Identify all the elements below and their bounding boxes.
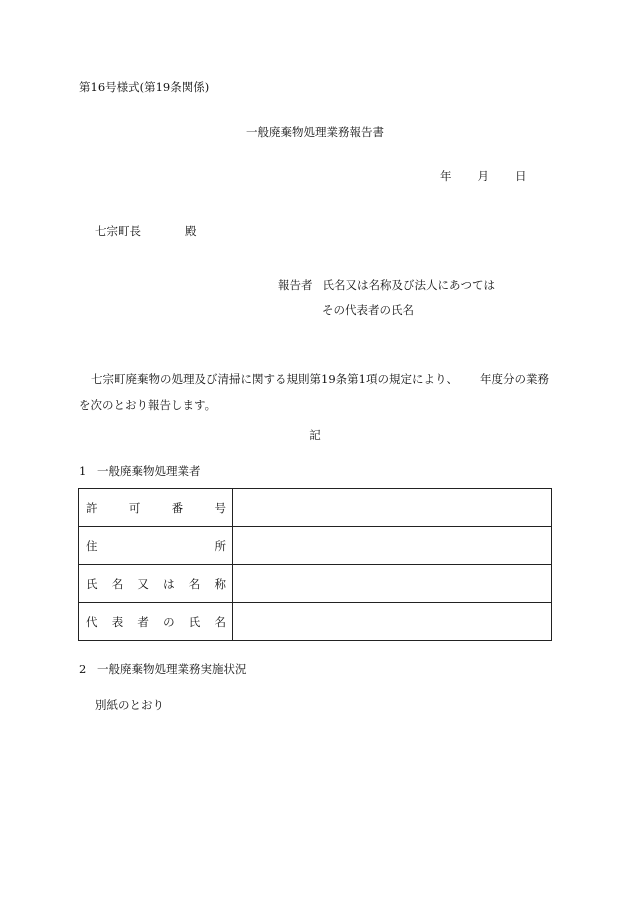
addressee <box>95 226 197 238</box>
body-text-part2: 年度分の業務を次のとおり報告します。 <box>79 372 549 412</box>
row-label-name <box>79 565 233 603</box>
section-2-number: 2 <box>79 662 87 676</box>
date-day-label: 日 <box>515 169 527 183</box>
row-label-address <box>79 527 233 565</box>
table-row <box>79 565 552 603</box>
label-char: 者 <box>137 614 149 629</box>
value-representative[interactable] <box>233 603 552 641</box>
reporter-label: 報告者 <box>278 278 313 292</box>
label-char: 番 <box>171 500 184 515</box>
table-row <box>79 603 552 641</box>
body-paragraph <box>79 366 554 418</box>
addressee-name: 七宗町長 <box>95 224 141 238</box>
reporter-line-2: その代表者の氏名 <box>322 303 414 317</box>
addressee-honorific: 殿 <box>185 224 197 238</box>
section-2-note: 別紙のとおり <box>95 698 164 712</box>
label-char: 所 <box>214 538 226 553</box>
ki-heading: 記 <box>309 428 321 442</box>
row-label-representative <box>79 603 233 641</box>
business-info-table <box>78 488 552 641</box>
label-char: 名 <box>214 614 226 629</box>
document-title: 一般廃棄物処理業務報告書 <box>246 125 384 139</box>
reporter-line-1 <box>278 280 495 292</box>
value-permit-number[interactable] <box>233 489 552 527</box>
value-name[interactable] <box>233 565 552 603</box>
label-char: 代 <box>86 614 98 629</box>
body-text-part1: 七宗町廃棄物の処理及び清掃に関する規則第19条第1項の規定により、 <box>91 372 458 386</box>
section-1-title: 一般廃棄物処理業者 <box>97 464 201 478</box>
date-line <box>440 171 527 183</box>
label-char: 可 <box>128 500 141 515</box>
label-char: 住 <box>86 538 98 553</box>
label-char: 称 <box>214 576 226 591</box>
date-year-label: 年 <box>440 169 452 183</box>
value-address[interactable] <box>233 527 552 565</box>
section-1-number: 1 <box>79 464 87 478</box>
label-char: 氏 <box>188 614 201 629</box>
label-char: の <box>163 614 175 629</box>
form-number: 第16号様式(第19条関係) <box>79 80 210 94</box>
label-char: 表 <box>111 614 124 629</box>
date-month-label: 月 <box>477 169 489 183</box>
label-char: 名 <box>188 576 201 591</box>
section-1-heading <box>79 466 201 478</box>
label-char: 氏 <box>86 576 98 591</box>
label-char: は <box>163 576 175 591</box>
section-2-heading <box>79 664 247 676</box>
label-char: 又 <box>137 576 149 591</box>
reporter-desc-1: 氏名又は名称及び法人にあつては <box>322 278 495 292</box>
table-row <box>79 489 552 527</box>
label-char: 名 <box>111 576 124 591</box>
row-label-permit-number <box>79 489 233 527</box>
label-char: 許 <box>86 500 98 515</box>
table-row <box>79 527 552 565</box>
section-2-title: 一般廃棄物処理業務実施状況 <box>97 662 247 676</box>
label-char: 号 <box>214 500 226 515</box>
